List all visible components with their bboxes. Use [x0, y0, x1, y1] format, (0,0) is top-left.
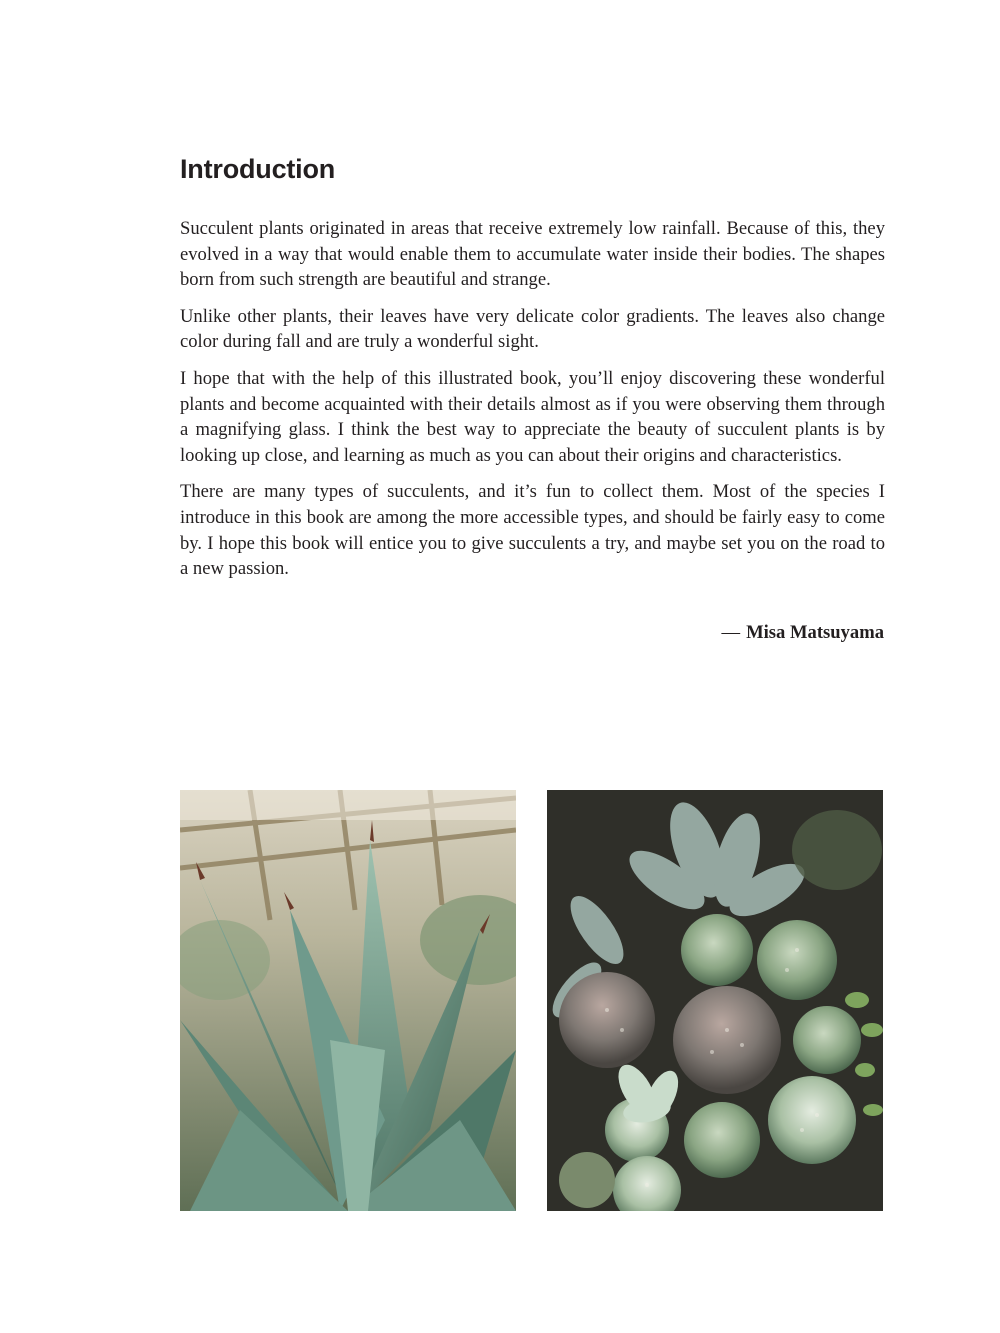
paragraph-4: There are many types of succulents, and it’s fun to collect them. Most of the species I introduce in this book are among the more accessible types, and should be fairly easy to come by. I hope this book will entice you to give succulents a try, and maybe set you on the road to a new passion.	[180, 481, 885, 580]
paragraph-1: Succulent plants originated in areas that receive extremely low rainfall. Because of this, they evolved in a way that would enable them to accumulate water inside their bodies. The shapes born from such strength are beautiful and strange.	[180, 218, 885, 291]
author-name: Misa Matsuyama	[746, 622, 884, 643]
intro-text	[180, 216, 885, 593]
signature-dash: —	[721, 622, 741, 643]
paragraph-2: Unlike other plants, their leaves have very delicate color gradients. The leaves also change color during fall and are truly a wonderful sight.	[180, 305, 885, 353]
paragraph-3: I hope that with the help of this illustrated book, you’ll enjoy discovering these wonderful plants and become acquainted with their details almost as if you were observing them through a magnifying glass. I think the best way to appreciate the beauty of succulent plants is by looking up close, and learning as much as you can about their origins and characteristics.	[180, 367, 885, 466]
agave-photo	[180, 790, 516, 1211]
cactus-photo	[547, 790, 883, 1211]
page-title: Introduction	[180, 154, 336, 184]
signature	[722, 622, 885, 644]
